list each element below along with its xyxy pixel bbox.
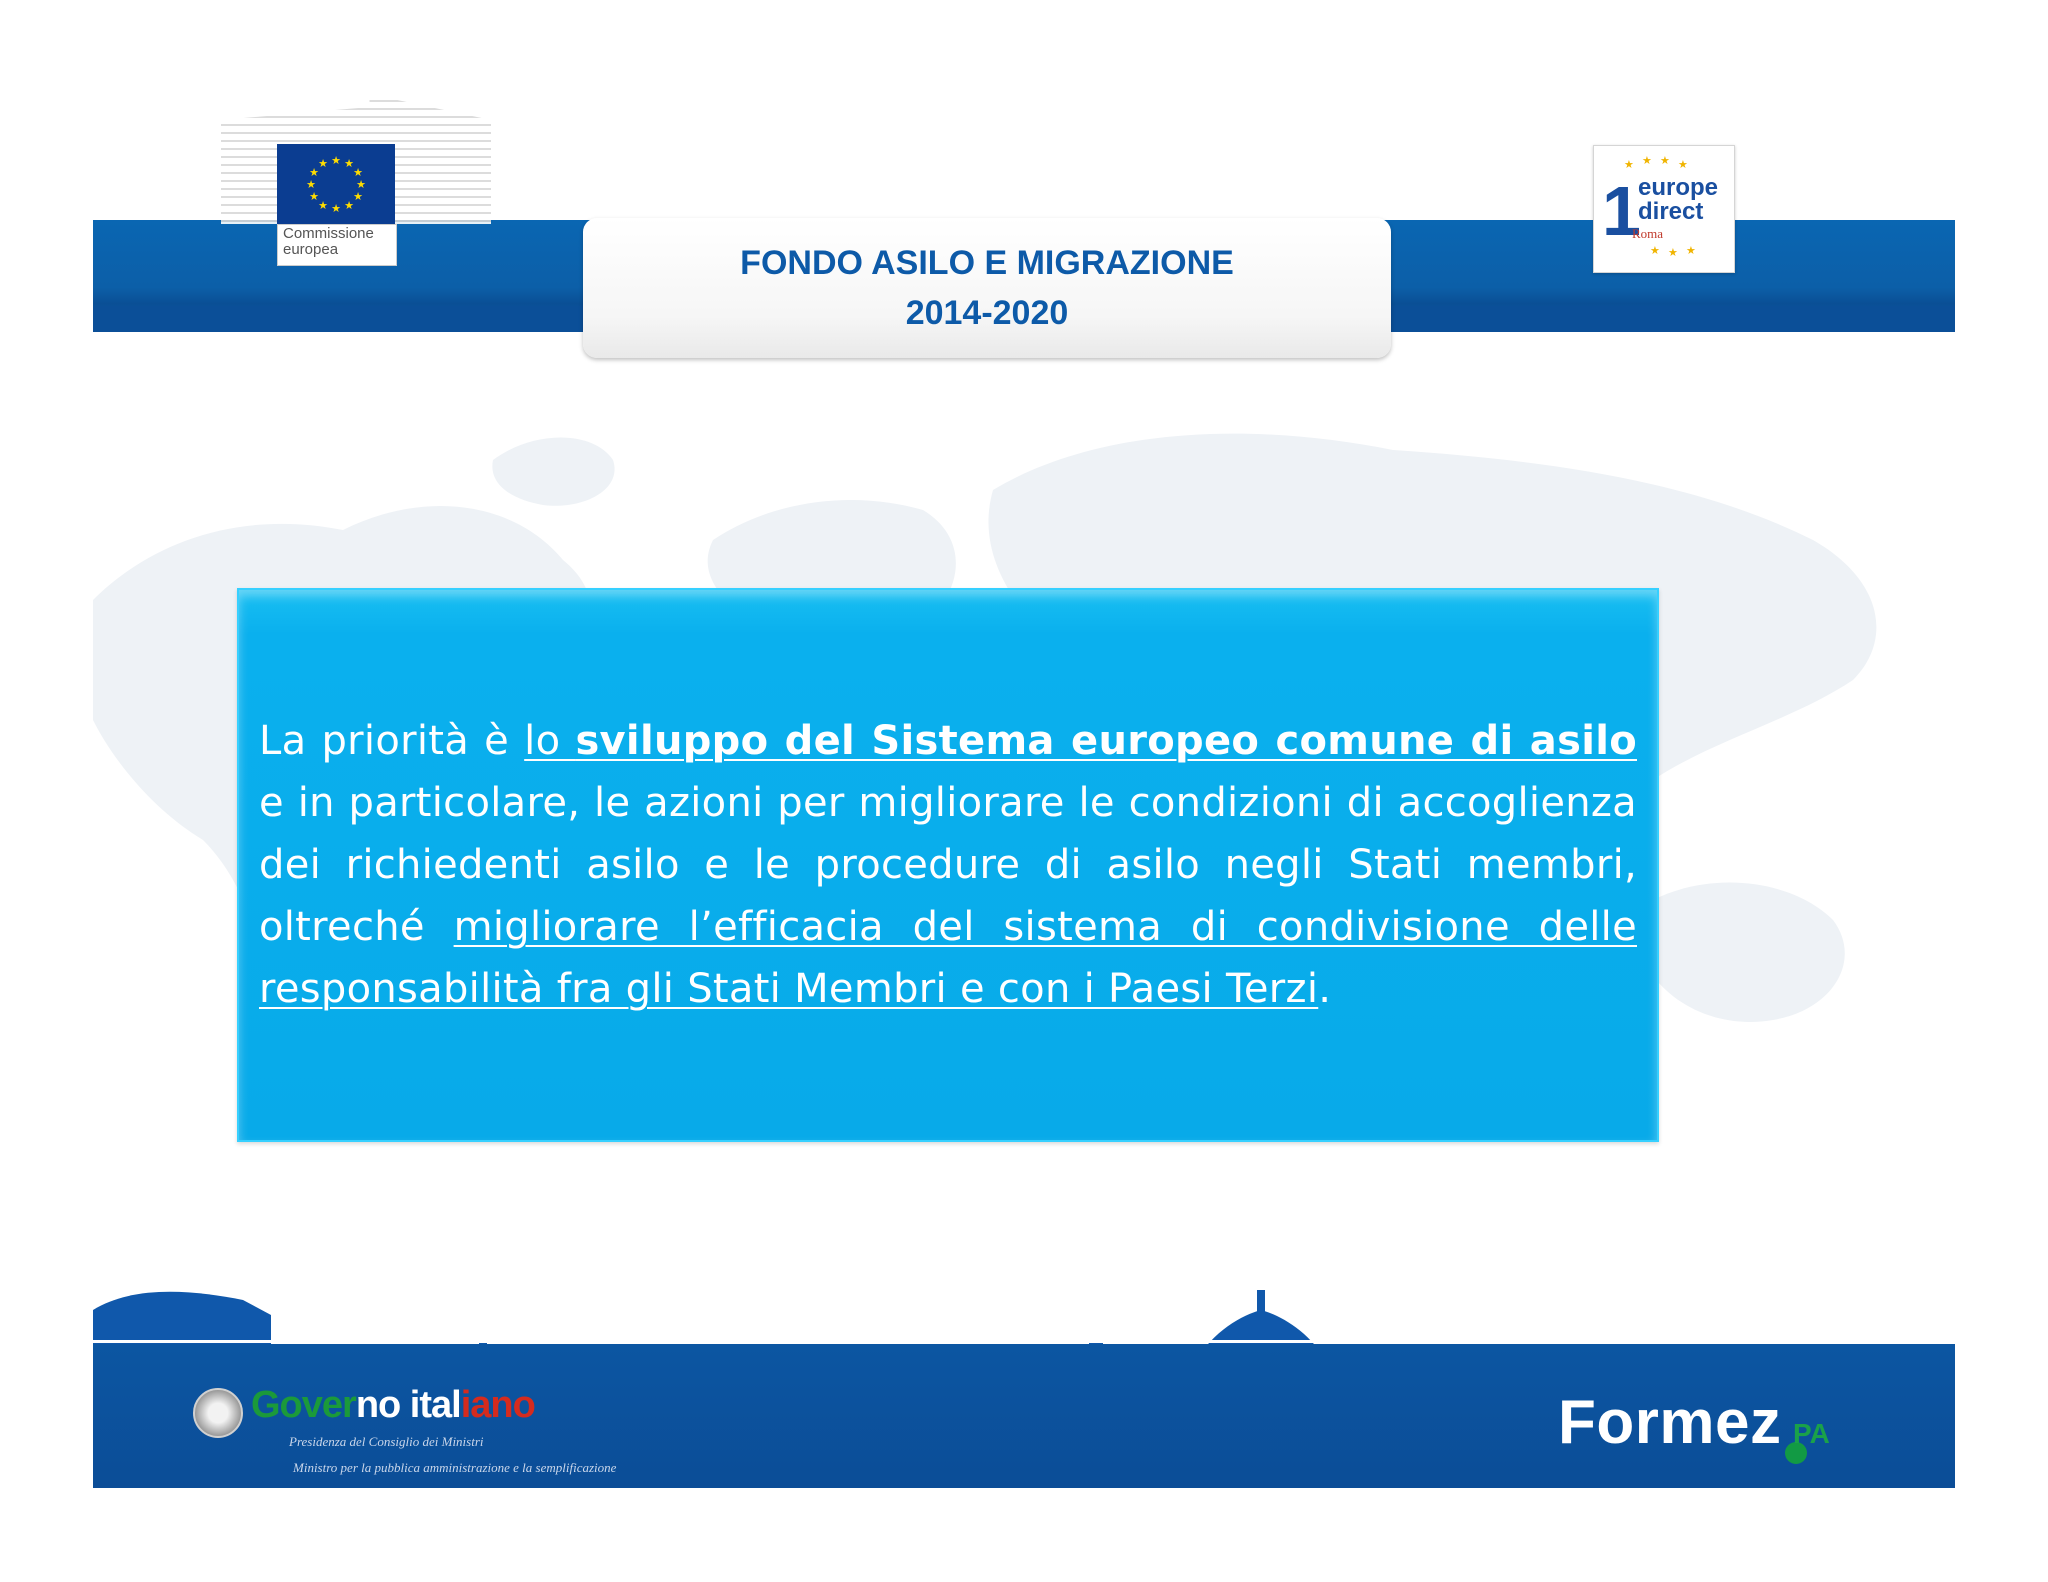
svg-text:★: ★ [309, 190, 319, 203]
svg-text:★: ★ [331, 202, 341, 215]
gov-subtitle-2: Ministro per la pubblica amministrazione e la semplificazione [293, 1460, 617, 1475]
governo-italiano-wordmark: Governo italiano [251, 1384, 535, 1426]
footer-divider [93, 1340, 1955, 1343]
underlined-bold-text: sviluppo del Sistema europeo comune di asilo [575, 718, 1637, 764]
star-icon: ★ [1660, 154, 1670, 167]
star-icon: ★ [1678, 158, 1688, 171]
page-subtitle-years: 2014-2020 [905, 294, 1069, 332]
europe-direct-one-icon: 1 [1602, 172, 1641, 250]
svg-text:★: ★ [353, 190, 363, 203]
svg-text:★: ★ [331, 154, 341, 167]
svg-text:★: ★ [318, 157, 328, 170]
commissione-europea-logo [221, 90, 501, 270]
page-title: FONDO ASILO E MIGRAZIONE [740, 244, 1234, 282]
eu-label-line2: europea [283, 241, 339, 258]
gov-subtitle-1: Presidenza del Consiglio dei Ministri [289, 1434, 484, 1449]
svg-text:★: ★ [306, 178, 316, 191]
star-icon: ★ [1642, 154, 1652, 167]
italian-emblem-icon [193, 1388, 243, 1438]
europe-direct-logo [1593, 145, 1735, 273]
star-icon: ★ [1624, 158, 1634, 171]
eu-label-line1: Commissione [283, 225, 374, 242]
europe-direct-word1: europe [1638, 174, 1719, 201]
svg-text:★: ★ [344, 157, 354, 170]
slide [93, 90, 1955, 1488]
underlined-text: lo [524, 718, 576, 764]
text-segment: e in particolare, le azioni per migliorare le condizioni di accoglienza dei richiedenti asilo e le procedure di asilo negli Stati membri, oltreché [259, 780, 1637, 950]
formez-logo-text: Formez [1558, 1388, 1782, 1457]
governo-italiano-logo [193, 1380, 653, 1480]
underlined-text: migliorare l’efficacia del sistema di condivisione delle responsabilità fra gli Stati Membri e con i Paesi Terzi [259, 904, 1637, 1012]
text-segment: . [1318, 966, 1332, 1012]
svg-text:★: ★ [309, 166, 319, 179]
formez-pa-text: PA [1793, 1418, 1830, 1449]
europe-direct-city: Roma [1632, 226, 1664, 241]
content-box [237, 588, 1659, 1142]
title-box [583, 218, 1391, 358]
star-icon: ★ [1686, 244, 1696, 257]
svg-text:★: ★ [344, 199, 354, 212]
eu-flag-icon [277, 144, 395, 224]
star-icon: ★ [1650, 244, 1660, 257]
priority-paragraph [259, 710, 1637, 1020]
eu-stars-icon [277, 144, 395, 224]
text-segment: La priorità è [259, 718, 525, 764]
star-icon: ★ [1668, 246, 1678, 259]
svg-text:★: ★ [318, 199, 328, 212]
svg-text:★: ★ [353, 166, 363, 179]
svg-text:★: ★ [356, 178, 366, 191]
europe-direct-word2: direct [1638, 198, 1704, 225]
